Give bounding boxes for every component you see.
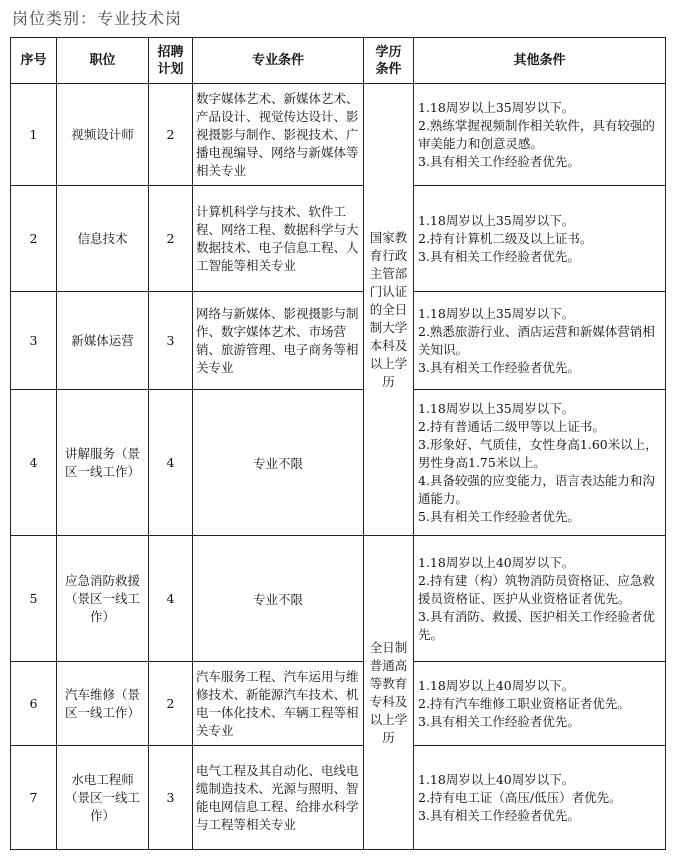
table-row — [11, 186, 666, 292]
other-item: 1.18周岁以上35周岁以下。 — [418, 400, 575, 416]
table-row — [11, 390, 666, 536]
table-row — [11, 536, 666, 662]
header-row — [11, 38, 666, 84]
header-no: 序号 — [11, 38, 57, 84]
row-position: 新媒体运营 — [57, 292, 149, 390]
positions-table — [10, 37, 666, 850]
other-item: 1.18周岁以上40周岁以下。 — [418, 771, 575, 787]
row-plan: 4 — [149, 390, 193, 536]
row-no: 1 — [11, 84, 57, 186]
other-item: 2.持有计算机二级及以上证书。 — [418, 230, 593, 246]
row-major: 计算机科学与技术、软件工程、网络工程、数据科学与大数据技术、电子信息工程、人工智能等相关专业 — [193, 186, 364, 292]
row-plan: 3 — [149, 292, 193, 390]
other-item: 3.具有相关工作经验者优先。 — [418, 248, 580, 264]
header-education: 学历条件 — [364, 38, 414, 84]
row-other — [414, 746, 666, 850]
other-item: 2.熟悉旅游行业、酒店运营和新媒体营销相关知识。 — [418, 323, 655, 357]
row-major: 专业不限 — [193, 536, 364, 662]
row-major: 数字媒体艺术、新媒体艺术、产品设计、视觉传达设计、影视摄影与制作、影视技术、广播电视编导、网络与新媒体等相关专业 — [193, 84, 364, 186]
row-plan: 2 — [149, 662, 193, 746]
other-item: 3.具有相关工作经验者优先。 — [418, 153, 580, 169]
education-group-college: 全日制普通高等教育专科及以上学历 — [364, 536, 414, 850]
other-item: 3.具有相关工作经验者优先。 — [418, 713, 580, 729]
row-major: 汽车服务工程、汽车运用与维修技术、新能源汽车技术、机电一体化技术、车辆工程等相关专业 — [193, 662, 364, 746]
other-item: 3.具有消防、救援、医护相关工作经验者优先。 — [418, 608, 655, 642]
row-plan: 3 — [149, 746, 193, 850]
other-item: 2.持有建（构）筑物消防员资格证、应急救援员资格证、医护从业资格证者优先。 — [418, 572, 655, 606]
row-major: 网络与新媒体、影视摄影与制作、数字媒体艺术、市场营销、旅游管理、电子商务等相关专业 — [193, 292, 364, 390]
row-other — [414, 662, 666, 746]
other-item: 2.持有汽车维修工职业资格证者优先。 — [418, 695, 630, 711]
other-item: 1.18周岁以上35周岁以下。 — [418, 99, 575, 115]
education-group-bachelor: 国家教育行政主管部门认证的全日制大学本科及以上学历 — [364, 84, 414, 536]
other-item: 3.形象好、气质佳，女性身高1.60米以上，男性身高1.75米以上。 — [418, 436, 658, 470]
row-position: 信息技术 — [57, 186, 149, 292]
row-position: 汽车维修（景区一线工作） — [57, 662, 149, 746]
row-plan: 4 — [149, 536, 193, 662]
other-item: 2.熟练掌握视频制作相关软件，具有较强的审美能力和创意灵感。 — [418, 117, 655, 151]
row-other — [414, 390, 666, 536]
other-item: 1.18周岁以上40周岁以下。 — [418, 677, 575, 693]
row-major: 专业不限 — [193, 390, 364, 536]
row-other — [414, 536, 666, 662]
row-plan: 2 — [149, 84, 193, 186]
other-item: 1.18周岁以上40周岁以下。 — [418, 554, 575, 570]
other-item: 3.具有相关工作经验者优先。 — [418, 807, 580, 823]
other-item: 5.具有相关工作经验者优先。 — [418, 508, 580, 524]
other-item: 1.18周岁以上35周岁以下。 — [418, 212, 575, 228]
other-item: 2.持有电工证（高压/低压）者优先。 — [418, 789, 622, 805]
row-no: 2 — [11, 186, 57, 292]
table-row — [11, 84, 666, 186]
row-no: 3 — [11, 292, 57, 390]
other-item: 1.18周岁以上35周岁以下。 — [418, 305, 575, 321]
header-major: 专业条件 — [193, 38, 364, 84]
row-no: 4 — [11, 390, 57, 536]
other-item: 4.具备较强的应变能力，语言表达能力和沟通能力。 — [418, 472, 655, 506]
row-other — [414, 292, 666, 390]
row-no: 6 — [11, 662, 57, 746]
header-position: 职位 — [57, 38, 149, 84]
row-position: 水电工程师（景区一线工作） — [57, 746, 149, 850]
table-row — [11, 292, 666, 390]
table-row — [11, 746, 666, 850]
row-position: 视频设计师 — [57, 84, 149, 186]
table-row — [11, 662, 666, 746]
row-position: 应急消防救援（景区一线工作） — [57, 536, 149, 662]
other-item: 2.持有普通话二级甲等以上证书。 — [418, 418, 605, 434]
row-major: 电气工程及其自动化、电线电缆制造技术、光源与照明、智能电网信息工程、给排水科学与工程等相关专业 — [193, 746, 364, 850]
row-other — [414, 186, 666, 292]
header-other: 其他条件 — [414, 38, 666, 84]
row-other — [414, 84, 666, 186]
header-plan: 招聘计划 — [149, 38, 193, 84]
page-title: 岗位类别：专业技术岗 — [12, 9, 183, 28]
row-plan: 2 — [149, 186, 193, 292]
other-item: 3.具有相关工作经验者优先。 — [418, 359, 580, 375]
row-no: 5 — [11, 536, 57, 662]
row-position: 讲解服务（景区一线工作） — [57, 390, 149, 536]
row-no: 7 — [11, 746, 57, 850]
